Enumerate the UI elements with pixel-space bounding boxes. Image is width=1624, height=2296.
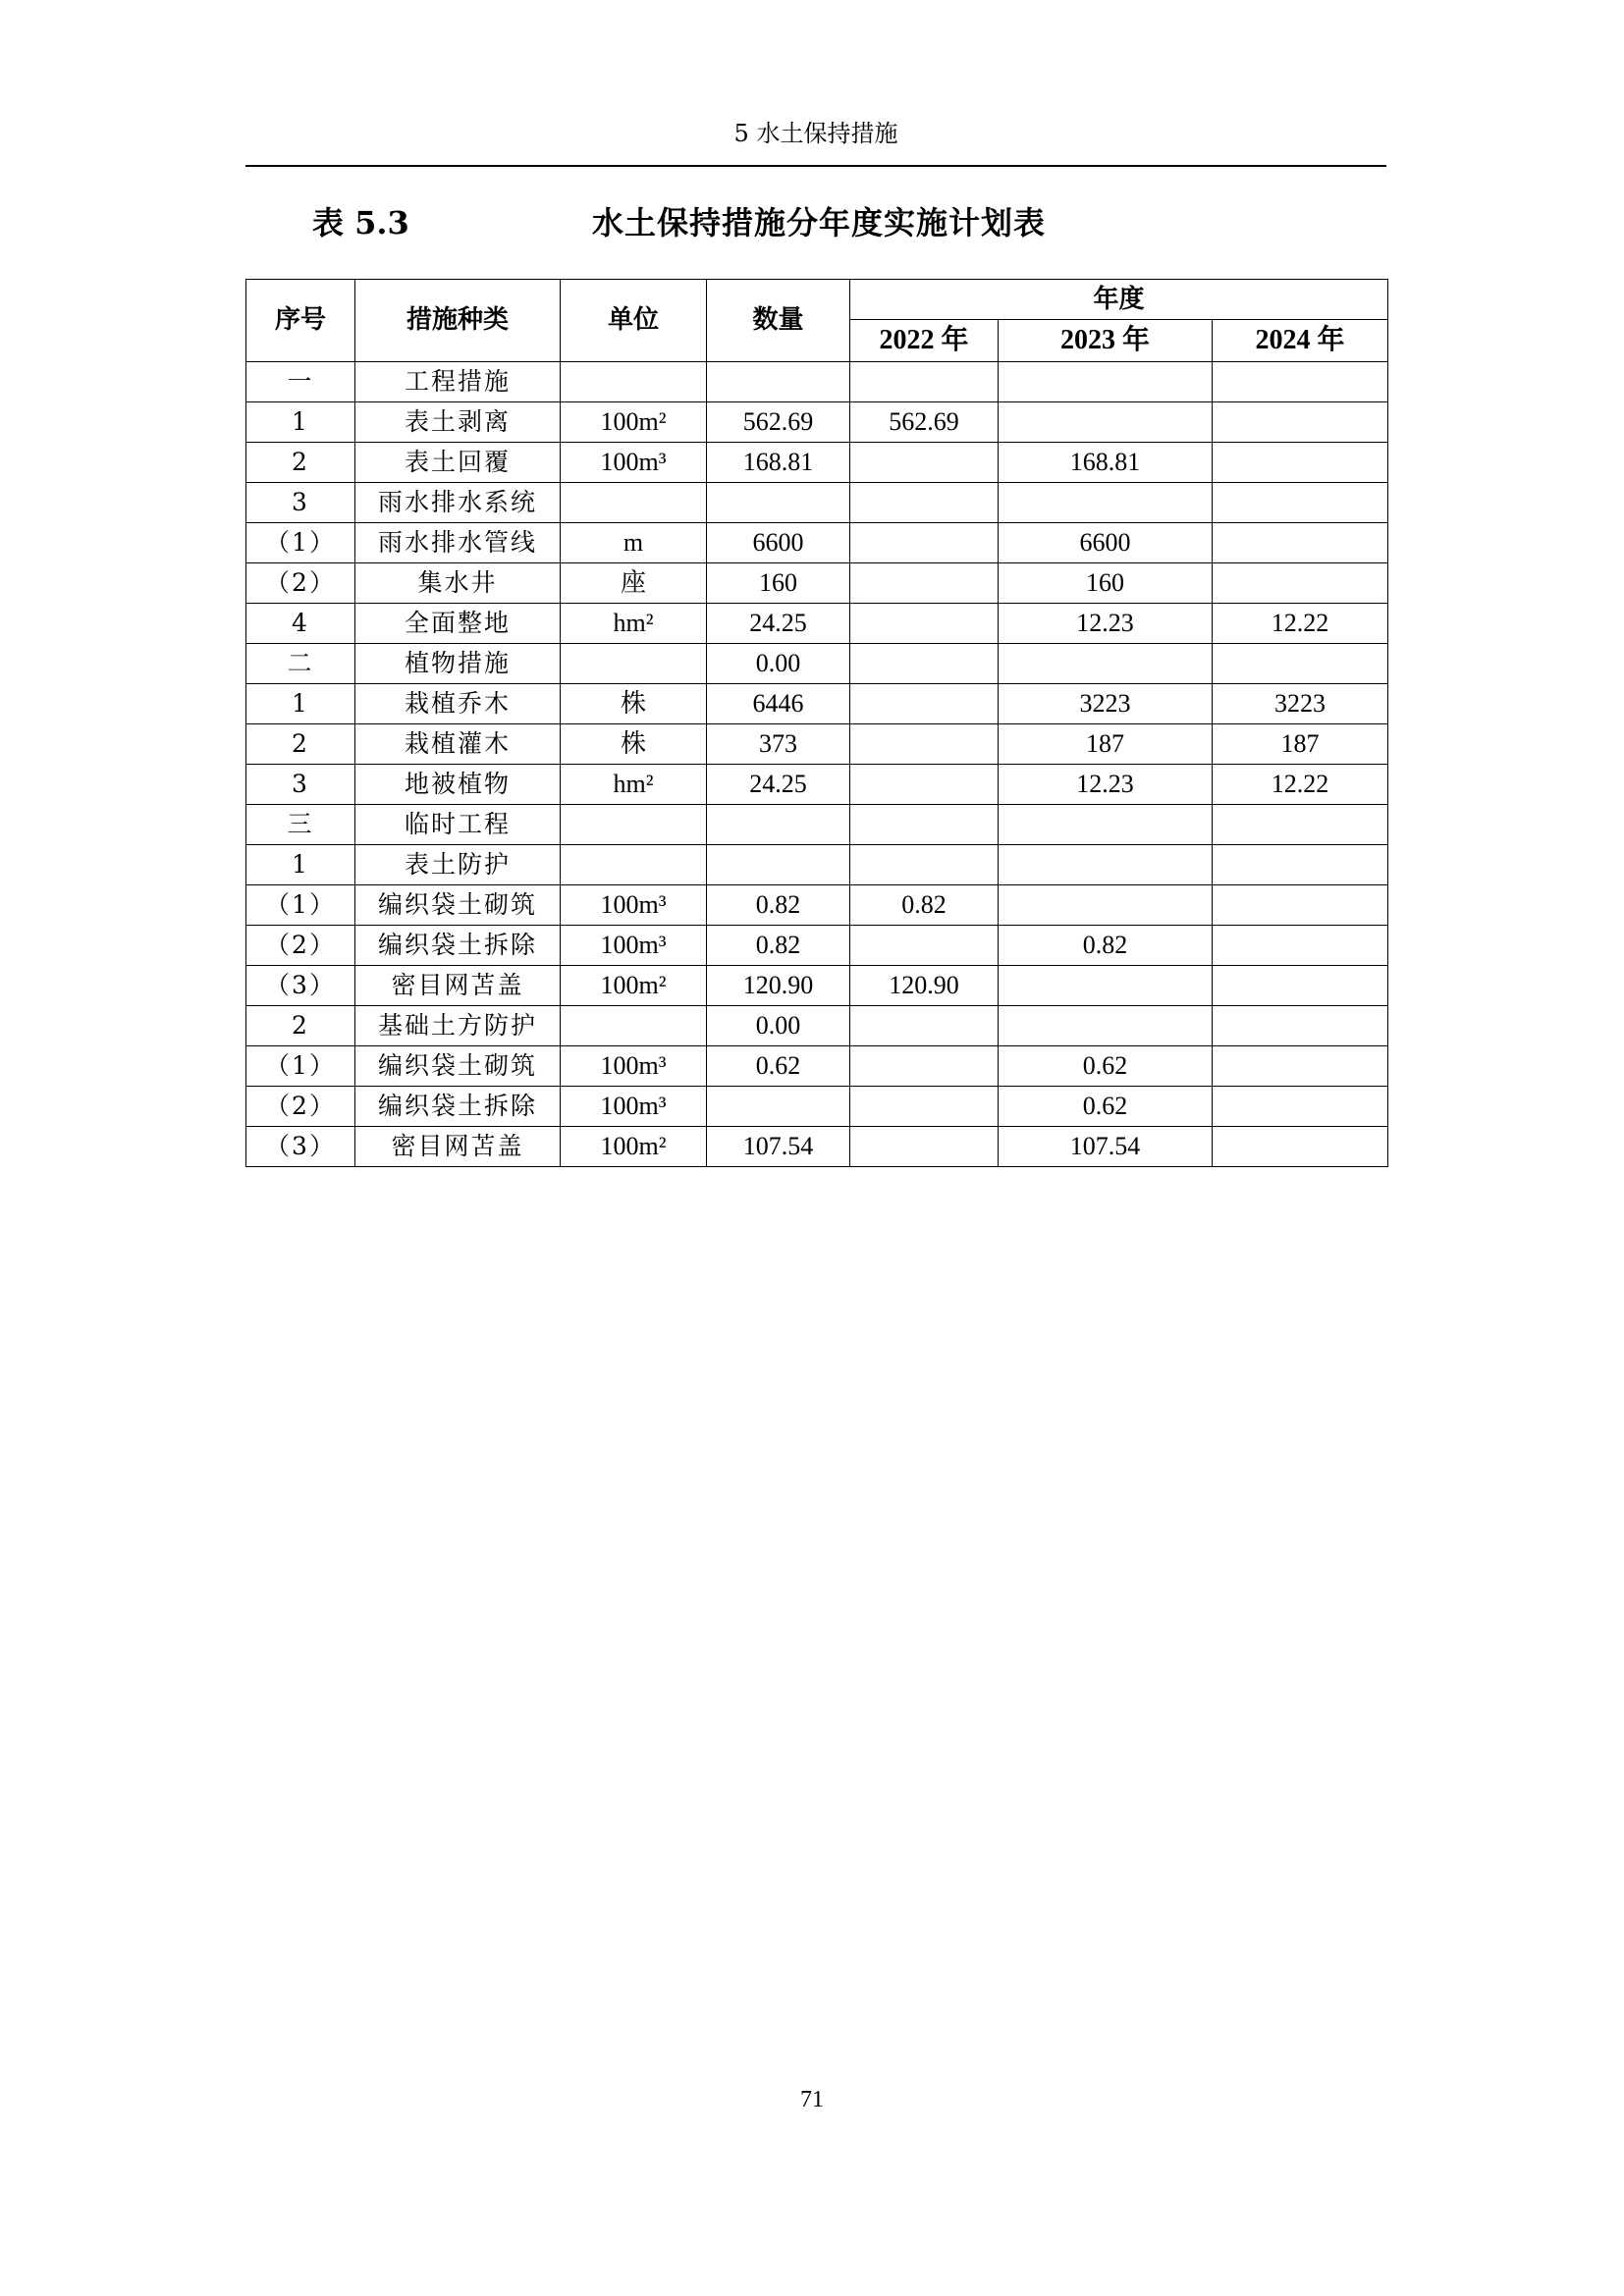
row-unit: hm² [561,604,707,644]
header-seq: 序号 [246,280,355,362]
header-unit: 单位 [561,280,707,362]
row-year-2023 [999,885,1213,926]
annual-plan-table [245,279,1388,1167]
row-year-2023 [999,362,1213,402]
row-measure-name: 植物措施 [355,644,561,684]
row-seq: （2） [246,926,355,966]
row-seq: 2 [246,1006,355,1046]
row-measure-name: 编织袋土砌筑 [355,1046,561,1087]
row-year-2024 [1213,523,1388,563]
row-year-2023: 3223 [999,684,1213,724]
row-year-2023: 12.23 [999,604,1213,644]
row-unit: 座 [561,563,707,604]
row-quantity: 160 [707,563,850,604]
row-seq: 3 [246,483,355,523]
row-measure-name: 表土剥离 [355,402,561,443]
row-year-2022 [850,724,999,765]
row-year-2023: 107.54 [999,1127,1213,1167]
row-year-2023 [999,845,1213,885]
row-year-2023 [999,483,1213,523]
table-number: 表 5.3 [312,204,409,241]
table-row [246,724,1388,765]
row-quantity [707,845,850,885]
row-unit: 100m³ [561,885,707,926]
row-seq: 一 [246,362,355,402]
row-year-2023: 12.23 [999,765,1213,805]
row-year-2024 [1213,966,1388,1006]
header-rule [245,165,1386,167]
row-quantity: 24.25 [707,604,850,644]
row-year-2024 [1213,926,1388,966]
table-row [246,523,1388,563]
header-year-2022: 2022 年 [850,320,999,362]
row-quantity: 0.00 [707,1006,850,1046]
row-unit [561,805,707,845]
row-measure-name: 栽植乔木 [355,684,561,724]
row-year-2022 [850,765,999,805]
row-seq: 1 [246,845,355,885]
row-seq: 3 [246,765,355,805]
row-unit: 100m³ [561,443,707,483]
row-measure-name: 密目网苫盖 [355,1127,561,1167]
row-quantity: 120.90 [707,966,850,1006]
row-year-2023: 6600 [999,523,1213,563]
row-measure-name: 密目网苫盖 [355,966,561,1006]
row-year-2022 [850,1006,999,1046]
row-year-2024 [1213,1087,1388,1127]
row-year-2022 [850,604,999,644]
table-caption [312,198,1392,245]
row-year-2024 [1213,563,1388,604]
row-year-2022: 562.69 [850,402,999,443]
row-measure-name: 临时工程 [355,805,561,845]
row-year-2022 [850,1087,999,1127]
row-seq: （1） [246,1046,355,1087]
row-measure-name: 栽植灌木 [355,724,561,765]
row-quantity: 168.81 [707,443,850,483]
row-measure-name: 编织袋土拆除 [355,926,561,966]
page-number: 71 [800,2087,824,2112]
row-year-2024 [1213,483,1388,523]
row-year-2023: 0.82 [999,926,1213,966]
table-row [246,926,1388,966]
row-year-2022 [850,1127,999,1167]
table-title: 水土保持措施分年度实施计划表 [592,204,1047,241]
row-unit: 100m³ [561,1087,707,1127]
row-year-2023: 0.62 [999,1046,1213,1087]
header-year-2023: 2023 年 [999,320,1213,362]
row-seq: （2） [246,563,355,604]
row-year-2024 [1213,402,1388,443]
row-quantity: 562.69 [707,402,850,443]
row-year-2024: 3223 [1213,684,1388,724]
table-row [246,443,1388,483]
row-year-2022 [850,926,999,966]
row-year-2023: 168.81 [999,443,1213,483]
row-year-2024 [1213,845,1388,885]
row-year-2022 [850,644,999,684]
row-year-2022 [850,443,999,483]
table-row [246,402,1388,443]
row-quantity: 373 [707,724,850,765]
row-unit: 100m² [561,402,707,443]
row-year-2024 [1213,805,1388,845]
row-seq: 1 [246,402,355,443]
header-quantity: 数量 [707,280,850,362]
row-unit: 100m³ [561,926,707,966]
row-seq: 二 [246,644,355,684]
table-row [246,1127,1388,1167]
row-year-2022 [850,483,999,523]
row-year-2023 [999,805,1213,845]
row-quantity [707,805,850,845]
row-unit: 株 [561,724,707,765]
row-quantity: 6446 [707,684,850,724]
row-year-2023 [999,966,1213,1006]
row-seq: 三 [246,805,355,845]
row-quantity: 0.62 [707,1046,850,1087]
row-unit: 100m² [561,1127,707,1167]
table-row [246,1006,1388,1046]
row-quantity [707,362,850,402]
row-year-2024 [1213,362,1388,402]
row-year-2024 [1213,885,1388,926]
row-year-2022 [850,523,999,563]
row-measure-name: 集水井 [355,563,561,604]
table-row [246,765,1388,805]
row-seq: 2 [246,724,355,765]
table-row [246,805,1388,845]
table-row [246,1087,1388,1127]
row-unit: 100m² [561,966,707,1006]
row-seq: （3） [246,966,355,1006]
table-row [246,1046,1388,1087]
row-measure-name: 表土回覆 [355,443,561,483]
row-year-2022: 0.82 [850,885,999,926]
row-measure-name: 雨水排水系统 [355,483,561,523]
row-year-2023 [999,644,1213,684]
table-row [246,966,1388,1006]
row-quantity: 24.25 [707,765,850,805]
row-year-2023: 187 [999,724,1213,765]
row-quantity: 6600 [707,523,850,563]
row-seq: （1） [246,523,355,563]
row-year-2024 [1213,644,1388,684]
row-seq: （2） [246,1087,355,1127]
row-measure-name: 雨水排水管线 [355,523,561,563]
row-unit [561,644,707,684]
table-row [246,644,1388,684]
row-unit: 株 [561,684,707,724]
row-year-2022 [850,1046,999,1087]
row-measure-name: 工程措施 [355,362,561,402]
row-year-2024: 12.22 [1213,604,1388,644]
row-year-2024 [1213,1127,1388,1167]
row-measure-name: 基础土方防护 [355,1006,561,1046]
row-quantity [707,1087,850,1127]
table-row [246,684,1388,724]
row-year-2022 [850,845,999,885]
table-row [246,483,1388,523]
row-year-2024 [1213,443,1388,483]
row-unit [561,1006,707,1046]
row-measure-name: 全面整地 [355,604,561,644]
row-year-2023: 0.62 [999,1087,1213,1127]
row-year-2024 [1213,1006,1388,1046]
row-seq: （3） [246,1127,355,1167]
running-header: 5 水土保持措施 [733,120,898,147]
header-measure: 措施种类 [355,280,561,362]
row-seq: （1） [246,885,355,926]
row-unit: m [561,523,707,563]
header-year-2024: 2024 年 [1213,320,1388,362]
table-row [246,362,1388,402]
row-seq: 1 [246,684,355,724]
row-quantity [707,483,850,523]
row-measure-name: 编织袋土拆除 [355,1087,561,1127]
row-year-2024 [1213,1046,1388,1087]
row-unit: hm² [561,765,707,805]
row-seq: 2 [246,443,355,483]
row-unit: 100m³ [561,1046,707,1087]
row-measure-name: 编织袋土砌筑 [355,885,561,926]
row-seq: 4 [246,604,355,644]
row-measure-name: 地被植物 [355,765,561,805]
row-year-2022 [850,563,999,604]
row-year-2022 [850,805,999,845]
row-measure-name: 表土防护 [355,845,561,885]
row-year-2024: 12.22 [1213,765,1388,805]
row-year-2022 [850,362,999,402]
row-year-2023: 160 [999,563,1213,604]
row-unit [561,362,707,402]
row-year-2022: 120.90 [850,966,999,1006]
table-row [246,604,1388,644]
table-body [246,362,1388,1167]
row-year-2023 [999,402,1213,443]
table-row [246,845,1388,885]
row-quantity: 0.82 [707,885,850,926]
table-row [246,563,1388,604]
row-quantity: 0.00 [707,644,850,684]
row-quantity: 107.54 [707,1127,850,1167]
row-quantity: 0.82 [707,926,850,966]
row-year-2024: 187 [1213,724,1388,765]
row-year-2022 [850,684,999,724]
row-year-2023 [999,1006,1213,1046]
row-unit [561,483,707,523]
header-year-group: 年度 [850,280,1388,320]
table-row [246,885,1388,926]
row-unit [561,845,707,885]
